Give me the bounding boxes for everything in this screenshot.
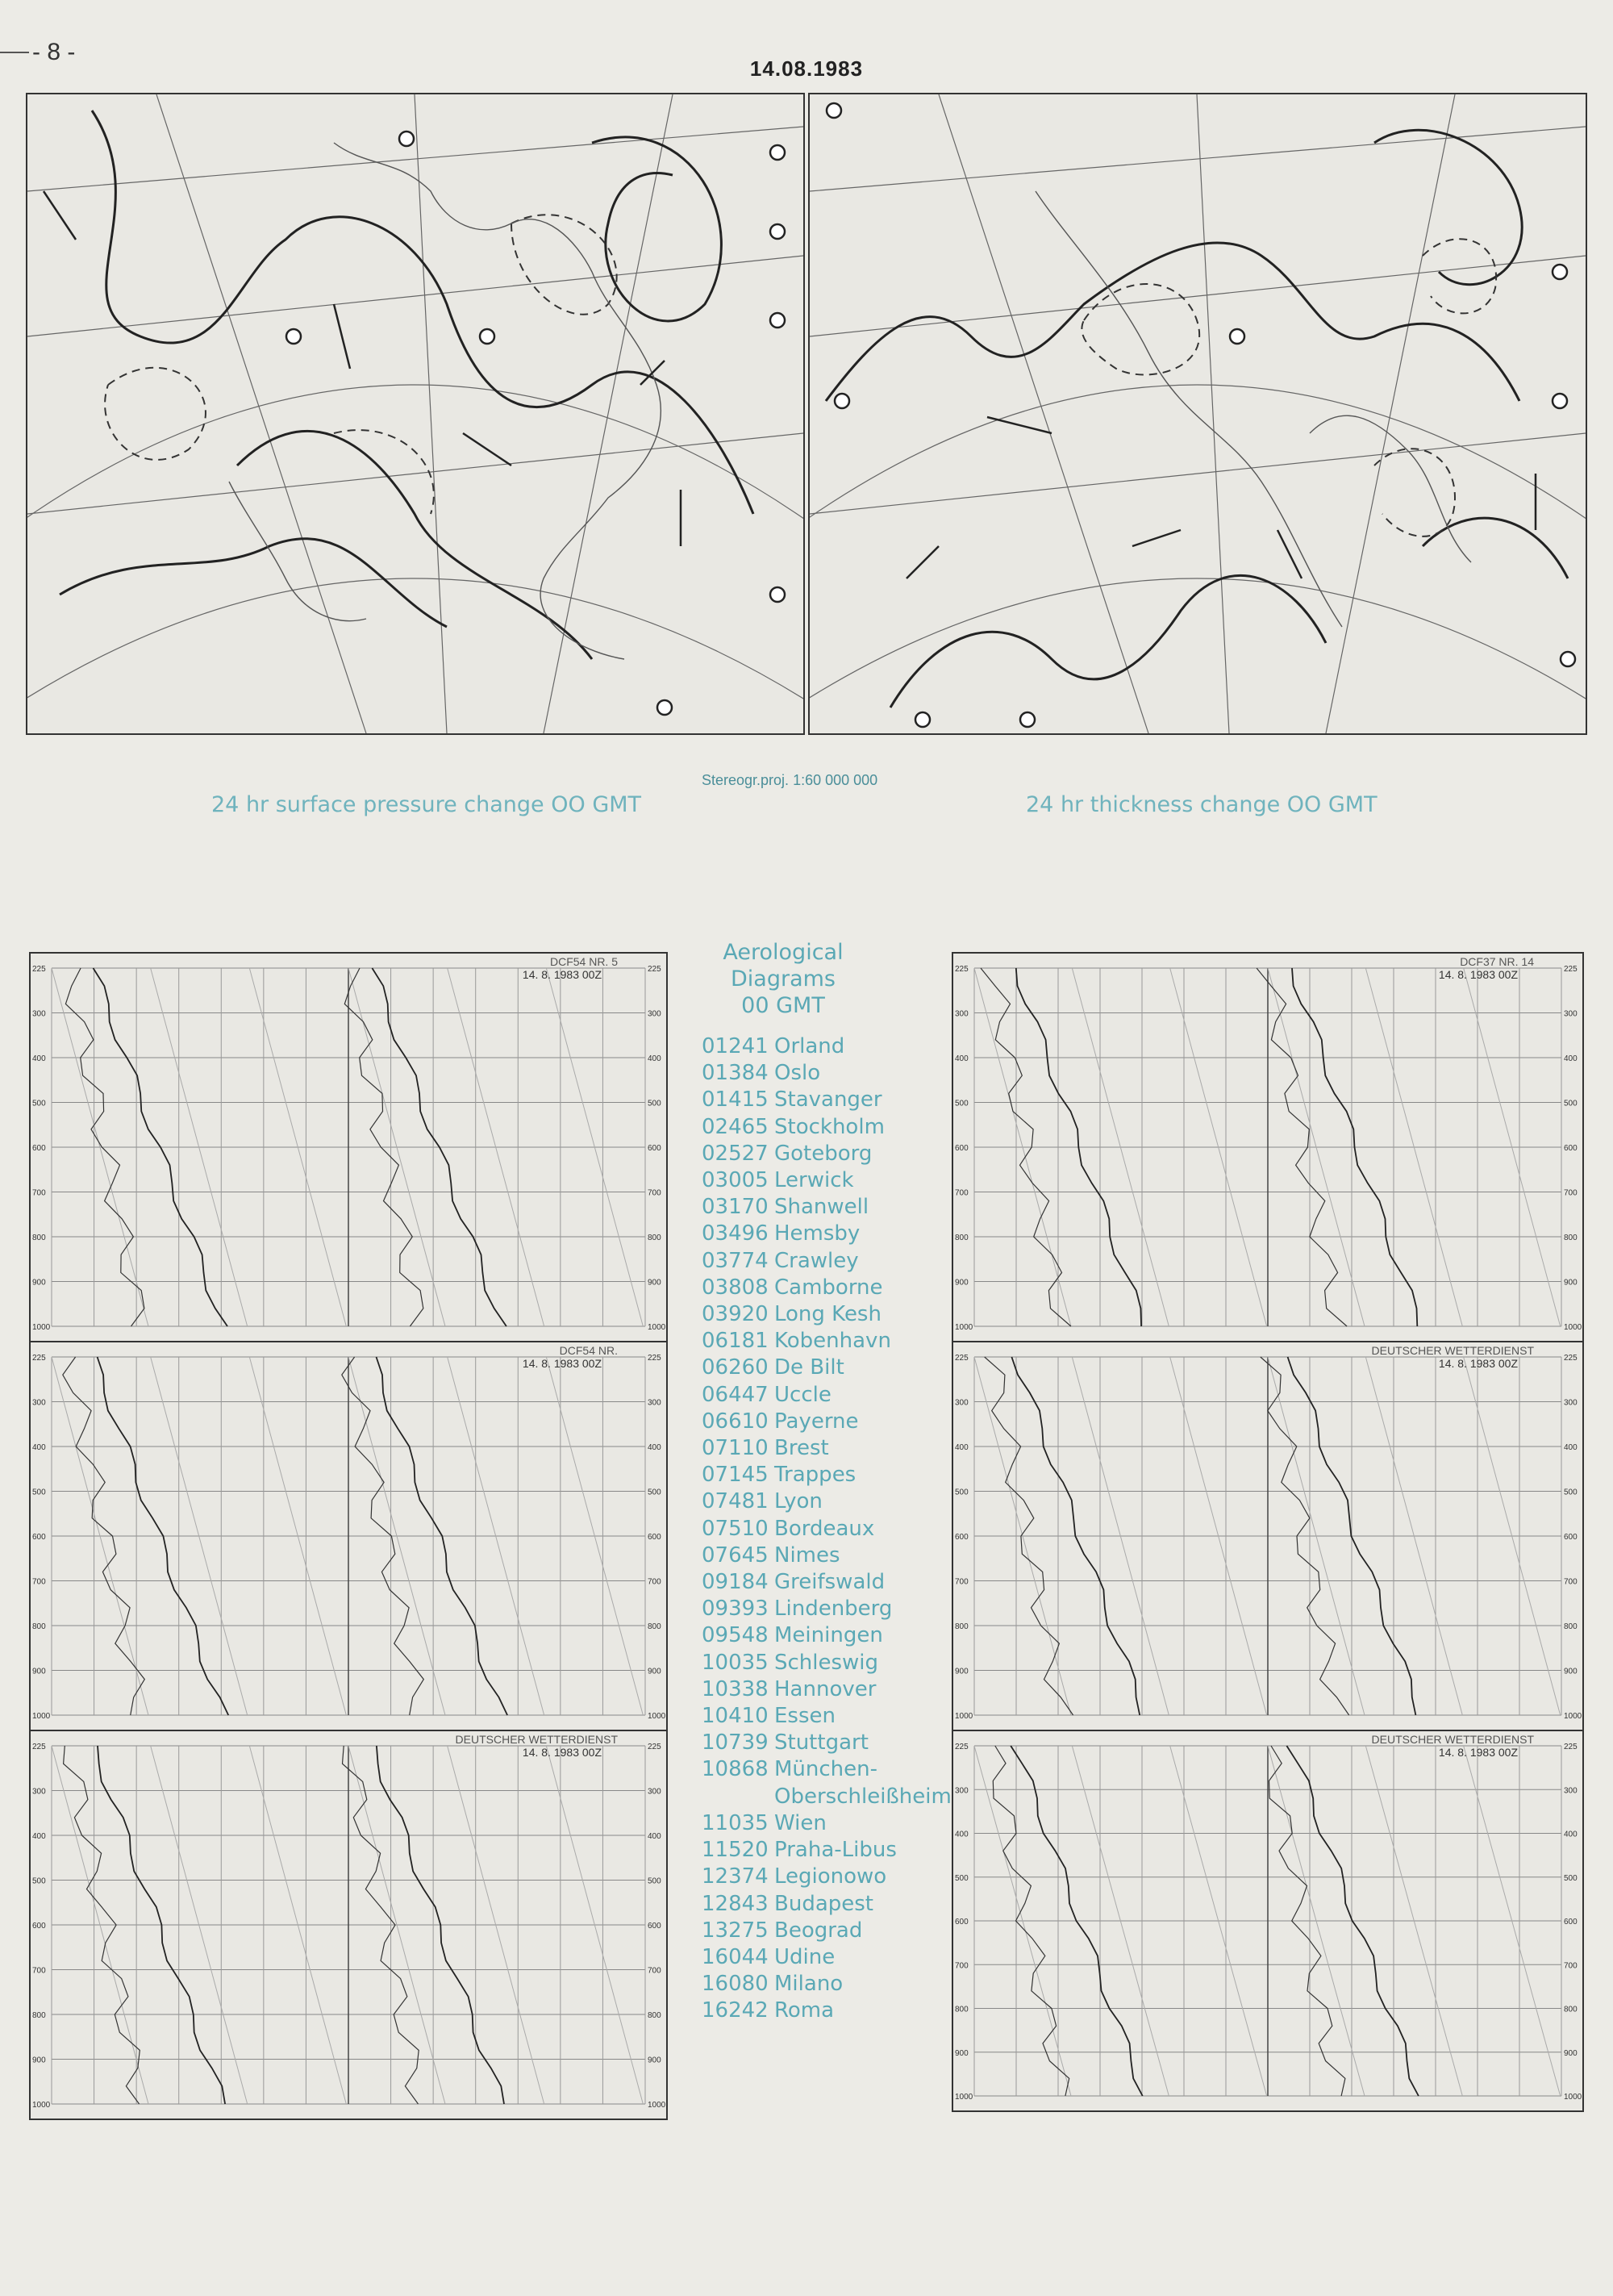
pressure-tick-label: 900: [648, 1667, 661, 1676]
station-item: [702, 1864, 957, 1890]
station-name: Oberschleißheim: [774, 1784, 952, 1809]
station-item: [702, 1435, 957, 1462]
station-item: [702, 1542, 957, 1569]
pressure-tick-label: 1000: [648, 1712, 666, 1721]
pressure-tick-label: 400: [1564, 1054, 1578, 1063]
station-code: 12374: [702, 1864, 769, 1889]
station-item: [702, 1703, 957, 1730]
pressure-tick-label: 900: [1564, 2048, 1578, 2058]
station-name: Crawley: [774, 1248, 859, 1273]
pressure-tick-label: 800: [1564, 1234, 1578, 1242]
legend-title-line: Aerological: [723, 940, 844, 965]
pressure-tick-label: 900: [32, 2056, 46, 2065]
station-code: 02465: [702, 1114, 769, 1139]
station-name: De Bilt: [774, 1355, 844, 1380]
station-item: [702, 1141, 957, 1167]
pressure-tick-label: 700: [1564, 1188, 1578, 1198]
pressure-tick-label: 400: [955, 1443, 969, 1452]
diagram-header: DEUTSCHER WETTERDIENST: [1371, 1733, 1534, 1746]
pressure-tick-label: 500: [648, 1099, 661, 1108]
station-item: [702, 1114, 957, 1141]
surface-pressure-change-map: [26, 93, 805, 735]
station-name: Camborne: [774, 1275, 883, 1300]
pressure-tick-label: 225: [1564, 1354, 1578, 1363]
station-item: [702, 1918, 957, 1944]
station-item: [702, 1971, 957, 1998]
pressure-tick-label: 225: [1564, 965, 1578, 974]
station-item: [702, 1060, 957, 1087]
station-item: [702, 1033, 957, 1060]
pressure-tick-label: 700: [955, 1188, 969, 1198]
aerological-legend: [682, 939, 957, 2025]
station-item: [702, 1275, 957, 1301]
station-code: 16080: [702, 1972, 769, 1997]
pressure-tick-label: 1000: [955, 2093, 973, 2102]
pressure-tick-label: 800: [648, 1234, 661, 1242]
station-item: [702, 1221, 957, 1247]
pressure-tick-label: 900: [32, 1278, 46, 1288]
pressure-tick-label: 500: [648, 1876, 661, 1886]
pressure-tick-label: 225: [32, 1743, 46, 1751]
pressure-tick-label: 800: [1564, 2005, 1578, 2014]
station-item: [702, 1730, 957, 1756]
pressure-tick-label: 400: [32, 1443, 46, 1452]
pressure-tick-label: 800: [32, 1234, 46, 1242]
diagram-date: 14. 8. 1983 00Z: [1438, 1746, 1518, 1759]
pressure-tick-label: 400: [1564, 1830, 1578, 1839]
pressure-tick-label: 700: [955, 1961, 969, 1971]
pressure-tick-label: 800: [648, 2011, 661, 2020]
station-name: Stuttgart: [774, 1730, 869, 1755]
pressure-tick-label: 225: [32, 965, 46, 974]
pressure-tick-label: 600: [648, 1144, 661, 1153]
aerological-diagram-panel: [952, 952, 1584, 1342]
pressure-tick-label: 1000: [1564, 2093, 1582, 2102]
legend-title-line: Diagrams: [731, 966, 836, 991]
station-code: 16044: [702, 1944, 769, 1969]
pressure-tick-label: 500: [1564, 1099, 1578, 1108]
station-code: 09393: [702, 1597, 769, 1622]
pressure-tick-label: 300: [1564, 1009, 1578, 1019]
station-item: [702, 1650, 957, 1676]
pressure-tick-label: 700: [32, 1966, 46, 1976]
station-code: 16242: [702, 1998, 769, 2023]
diagram-header: DCF54 NR.: [559, 1344, 618, 1357]
station-name: Bordeaux: [774, 1516, 875, 1541]
station-code: 09184: [702, 1570, 769, 1595]
pressure-tick-label: 225: [1564, 1743, 1578, 1751]
station-name: Brest: [774, 1436, 829, 1461]
station-name: Praha-Libus: [774, 1838, 897, 1863]
diagram-header: DEUTSCHER WETTERDIENST: [1371, 1344, 1534, 1357]
station-name: Uccle: [774, 1382, 832, 1407]
station-code: 07110: [702, 1436, 769, 1461]
station-name: Meiningen: [774, 1623, 883, 1648]
diagram-date: 14. 8. 1983 00Z: [522, 1357, 602, 1370]
station-code: 03920: [702, 1302, 769, 1327]
station-code: 01241: [702, 1034, 769, 1058]
station-name: Greifswald: [774, 1570, 886, 1595]
station-name: Long Kesh: [774, 1302, 882, 1327]
station-item: [702, 1837, 957, 1864]
aerological-diagram-panel: [952, 1341, 1584, 1731]
right-map-caption: 24 hr thickness change OO GMT: [1026, 792, 1378, 817]
pressure-tick-label: 900: [648, 1278, 661, 1288]
station-item: [702, 1248, 957, 1275]
station-item: [702, 1301, 957, 1328]
left-map-caption: 24 hr surface pressure change OO GMT: [211, 792, 642, 817]
pressure-tick-label: 300: [955, 1786, 969, 1796]
pressure-tick-label: 600: [648, 1533, 661, 1542]
station-name: Roma: [774, 1998, 835, 2023]
pressure-tick-label: 700: [955, 1577, 969, 1587]
station-name: München-: [774, 1757, 878, 1782]
pressure-tick-label: 600: [1564, 1533, 1578, 1542]
diagram-date: 14. 8. 1983 00Z: [522, 968, 602, 981]
pressure-tick-label: 600: [32, 1922, 46, 1931]
station-code: 12843: [702, 1891, 769, 1916]
aerological-diagram-panel: [952, 1730, 1584, 2112]
pressure-tick-label: 900: [955, 2048, 969, 2058]
station-name: Orland: [774, 1034, 845, 1058]
pressure-tick-label: 1000: [955, 1712, 973, 1721]
station-code: 11520: [702, 1838, 769, 1863]
diagram-header: DCF37 NR. 14: [1460, 955, 1534, 968]
station-code: 13275: [702, 1918, 769, 1943]
pressure-tick-label: 600: [1564, 1918, 1578, 1927]
pressure-tick-label: 300: [1564, 1398, 1578, 1408]
pressure-tick-label: 700: [648, 1577, 661, 1587]
pressure-tick-label: 700: [32, 1188, 46, 1198]
pressure-tick-label: 400: [32, 1054, 46, 1063]
pressure-tick-label: 700: [648, 1966, 661, 1976]
pressure-tick-label: 400: [955, 1054, 969, 1063]
station-name: Hannover: [774, 1676, 877, 1701]
station-item: [702, 1382, 957, 1409]
pressure-tick-label: 225: [648, 965, 661, 974]
pressure-tick-label: 400: [32, 1832, 46, 1841]
station-code: 03496: [702, 1221, 769, 1246]
page-rule: [0, 52, 29, 53]
pressure-tick-label: 225: [955, 965, 969, 974]
station-item: [702, 1194, 957, 1221]
station-name: Shanwell: [774, 1195, 869, 1220]
pressure-tick-label: 800: [955, 2005, 969, 2014]
pressure-tick-label: 800: [955, 1234, 969, 1242]
page-number: - 8 -: [32, 39, 76, 65]
pressure-tick-label: 700: [1564, 1961, 1578, 1971]
pressure-tick-label: 900: [1564, 1278, 1578, 1288]
station-name: Hemsby: [774, 1221, 861, 1246]
station-item: [702, 1328, 957, 1355]
station-code: 01415: [702, 1087, 769, 1113]
station-code: 11035: [702, 1810, 769, 1835]
pressure-tick-label: 300: [955, 1398, 969, 1408]
station-code: 01384: [702, 1061, 769, 1086]
pressure-tick-label: 600: [955, 1918, 969, 1927]
pressure-tick-label: 600: [32, 1533, 46, 1542]
station-code: 07645: [702, 1542, 769, 1568]
pressure-tick-label: 600: [32, 1144, 46, 1153]
station-name: Lerwick: [774, 1168, 854, 1193]
pressure-tick-label: 400: [648, 1832, 661, 1841]
station-name: Lindenberg: [774, 1597, 893, 1622]
station-name: Stavanger: [774, 1087, 882, 1113]
pressure-tick-label: 225: [32, 1354, 46, 1363]
aerological-diagram-panel: [29, 1341, 668, 1731]
pressure-tick-label: 300: [32, 1009, 46, 1019]
pressure-tick-label: 300: [648, 1009, 661, 1019]
station-name: Wien: [774, 1810, 827, 1835]
pressure-tick-label: 600: [1564, 1144, 1578, 1153]
pressure-tick-label: 300: [648, 1398, 661, 1408]
pressure-tick-label: 400: [648, 1054, 661, 1063]
aerological-diagram-panel: [29, 952, 668, 1342]
projection-note: Stereogr.proj. 1:60 000 000: [702, 772, 878, 788]
pressure-tick-label: 600: [955, 1144, 969, 1153]
pressure-tick-label: 300: [32, 1398, 46, 1408]
pressure-tick-label: 1000: [1564, 1712, 1582, 1721]
station-code: 06610: [702, 1409, 769, 1434]
pressure-tick-label: 900: [1564, 1667, 1578, 1676]
station-name: Nimes: [774, 1542, 840, 1568]
pressure-tick-label: 800: [648, 1622, 661, 1631]
station-item: [702, 1891, 957, 1918]
station-code: 03170: [702, 1195, 769, 1220]
pressure-tick-label: 700: [648, 1188, 661, 1198]
pressure-tick-label: 500: [32, 1099, 46, 1108]
station-name: Oslo: [774, 1061, 821, 1086]
station-code: 03774: [702, 1248, 769, 1273]
pressure-tick-label: 500: [1564, 1488, 1578, 1497]
pressure-tick-label: 500: [648, 1488, 661, 1497]
station-code: 06260: [702, 1355, 769, 1380]
pressure-tick-label: 500: [32, 1488, 46, 1497]
station-name: Trappes: [774, 1463, 857, 1488]
aerological-diagram-panel: [29, 1730, 668, 2120]
station-name: Kobenhavn: [774, 1329, 891, 1354]
legend-title-line: 00 GMT: [741, 993, 825, 1018]
pressure-tick-label: 900: [955, 1667, 969, 1676]
pressure-tick-label: 500: [955, 1488, 969, 1497]
pressure-tick-label: 900: [955, 1278, 969, 1288]
station-code: 02527: [702, 1141, 769, 1166]
page-date: 14.08.1983: [749, 56, 864, 81]
station-name: Lyon: [774, 1489, 823, 1514]
station-item: [702, 1167, 957, 1194]
pressure-tick-label: 1000: [32, 1323, 51, 1332]
pressure-tick-label: 500: [955, 1873, 969, 1883]
pressure-tick-label: 300: [648, 1787, 661, 1797]
station-code: 07510: [702, 1516, 769, 1541]
pressure-tick-label: 800: [32, 2011, 46, 2020]
pressure-tick-label: 225: [648, 1354, 661, 1363]
station-name: Goteborg: [774, 1141, 873, 1166]
station-item: [702, 1784, 957, 1810]
pressure-tick-label: 225: [955, 1743, 969, 1751]
station-code: 03808: [702, 1275, 769, 1300]
station-code: 06447: [702, 1382, 769, 1407]
station-item: [702, 1998, 957, 2024]
pressure-tick-label: 400: [1564, 1443, 1578, 1452]
station-code: 10035: [702, 1650, 769, 1675]
pressure-tick-label: 800: [32, 1622, 46, 1631]
pressure-tick-label: 800: [955, 1622, 969, 1631]
station-name: Essen: [774, 1704, 836, 1729]
station-name: Beograd: [774, 1918, 863, 1943]
station-code: 06181: [702, 1329, 769, 1354]
pressure-tick-label: 700: [32, 1577, 46, 1587]
pressure-tick-label: 800: [1564, 1622, 1578, 1631]
station-item: [702, 1409, 957, 1435]
station-code: 03005: [702, 1168, 769, 1193]
station-name: Budapest: [774, 1891, 873, 1916]
station-item: [702, 1355, 957, 1381]
pressure-tick-label: 600: [648, 1922, 661, 1931]
pressure-tick-label: 1000: [648, 1323, 666, 1332]
station-name: Udine: [774, 1944, 836, 1969]
station-code: 09548: [702, 1623, 769, 1648]
pressure-tick-label: 700: [1564, 1577, 1578, 1587]
pressure-tick-label: 500: [1564, 1873, 1578, 1883]
thickness-change-map: [808, 93, 1587, 735]
pressure-tick-label: 1000: [32, 2101, 51, 2110]
station-name: Legionowo: [774, 1864, 887, 1889]
station-list: [702, 1033, 957, 2025]
station-item: [702, 1596, 957, 1622]
station-code: 10410: [702, 1704, 769, 1729]
pressure-tick-label: 1000: [1564, 1323, 1582, 1332]
pressure-tick-label: 300: [1564, 1786, 1578, 1796]
diagram-date: 14. 8. 1983 00Z: [522, 1746, 602, 1759]
diagram-date: 14. 8. 1983 00Z: [1438, 1357, 1518, 1370]
station-item: [702, 1569, 957, 1596]
station-item: [702, 1810, 957, 1837]
pressure-tick-label: 225: [955, 1354, 969, 1363]
station-item: [702, 1516, 957, 1542]
pressure-tick-label: 400: [648, 1443, 661, 1452]
station-item: [702, 1944, 957, 1971]
station-code: 10338: [702, 1676, 769, 1701]
station-item: [702, 1462, 957, 1488]
station-name: Schleswig: [774, 1650, 879, 1675]
station-item: [702, 1622, 957, 1649]
diagram-header: DEUTSCHER WETTERDIENST: [455, 1733, 618, 1746]
station-name: Stockholm: [774, 1114, 885, 1139]
pressure-tick-label: 300: [32, 1787, 46, 1797]
pressure-tick-label: 600: [955, 1533, 969, 1542]
station-code: 07145: [702, 1463, 769, 1488]
station-code: 07481: [702, 1489, 769, 1514]
station-code: 10868: [702, 1757, 769, 1782]
station-item: [702, 1488, 957, 1515]
pressure-tick-label: 400: [955, 1830, 969, 1839]
pressure-tick-label: 500: [955, 1099, 969, 1108]
pressure-tick-label: 900: [648, 2056, 661, 2065]
diagram-date: 14. 8. 1983 00Z: [1438, 968, 1518, 981]
station-item: [702, 1676, 957, 1703]
station-name: Milano: [774, 1972, 844, 1997]
pressure-tick-label: 500: [32, 1876, 46, 1886]
pressure-tick-label: 300: [955, 1009, 969, 1019]
station-name: Payerne: [774, 1409, 859, 1434]
diagram-header: DCF54 NR. 5: [549, 955, 618, 968]
pressure-tick-label: 1000: [648, 2101, 666, 2110]
pressure-tick-label: 225: [648, 1743, 661, 1751]
station-item: [702, 1087, 957, 1113]
pressure-tick-label: 900: [32, 1667, 46, 1676]
station-code: 10739: [702, 1730, 769, 1755]
pressure-tick-label: 1000: [955, 1323, 973, 1332]
station-item: [702, 1756, 957, 1783]
pressure-tick-label: 1000: [32, 1712, 51, 1721]
